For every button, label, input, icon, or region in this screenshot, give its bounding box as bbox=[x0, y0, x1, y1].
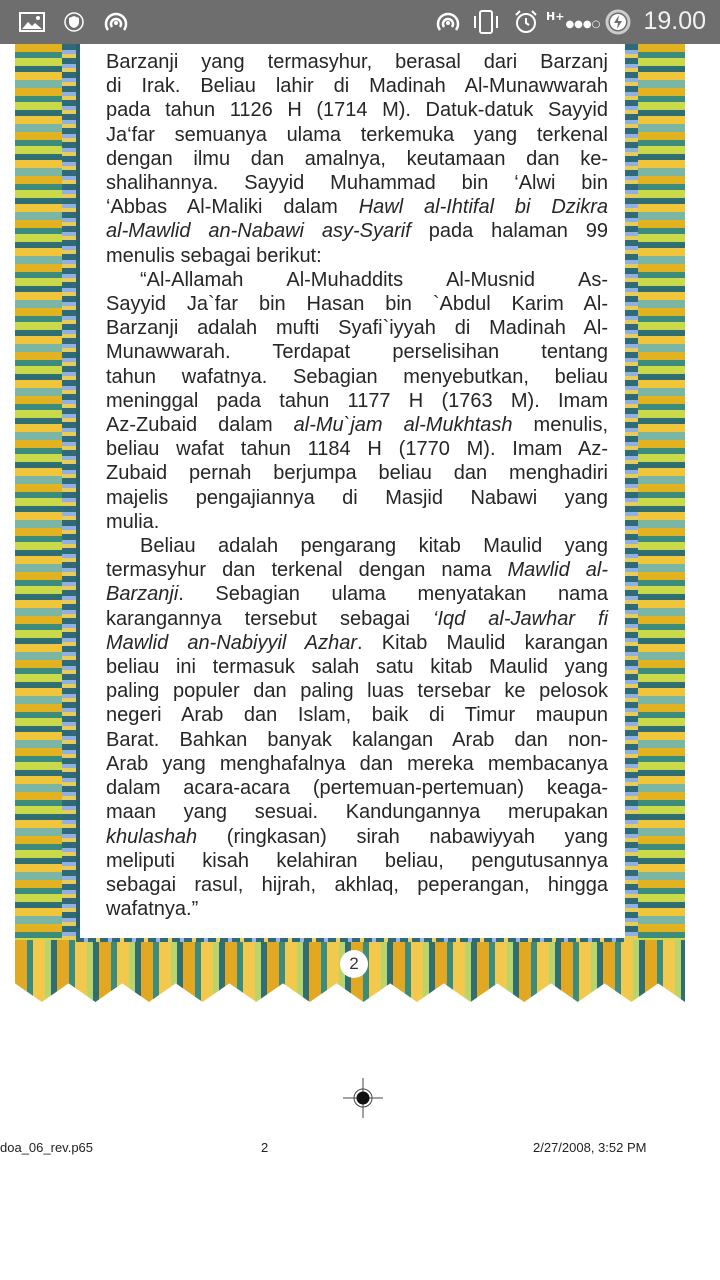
text-line bbox=[106, 510, 608, 534]
text-segment: Sayyid Ja`far bin Hasan bin `Abdul Karim Al- bbox=[106, 293, 608, 316]
text-line bbox=[106, 171, 608, 195]
text-segment: Barzanji yang termasyhur, berasal dari Barzanj bbox=[106, 51, 608, 73]
text-segment: di Irak. Beliau lahir di Madinah Al-Munawwarah bbox=[106, 75, 608, 98]
text-line bbox=[106, 340, 608, 364]
italic-title: al-Mu`jam al-Mukhtash bbox=[293, 414, 513, 437]
text-segment: tahun wafatnya. Sebagian menyebutkan, beliau bbox=[106, 365, 608, 388]
text-segment: menulis sebagai berikut: bbox=[106, 244, 322, 267]
text-segment: maan yang sesuai. Kandungannya merupakan bbox=[106, 801, 608, 824]
text-line bbox=[106, 752, 608, 776]
text-line bbox=[106, 219, 608, 243]
hotspot-icon bbox=[102, 10, 130, 34]
text-line bbox=[106, 389, 608, 413]
text-segment: Barat. Bahkan banyak kalangan Arab dan non- bbox=[106, 728, 608, 751]
text-line bbox=[106, 631, 608, 655]
text-line bbox=[106, 292, 608, 316]
text-segment: pada tahun 1126 H (1714 M). Datuk-datuk Sayyid bbox=[106, 99, 608, 122]
text-segment: paling populer dan paling luas tersebar ke pelosok bbox=[106, 680, 608, 703]
text-line bbox=[106, 558, 608, 582]
text-line bbox=[106, 461, 608, 485]
text-line bbox=[106, 413, 608, 437]
text-segment: wafatnya.” bbox=[106, 898, 199, 921]
text-line bbox=[106, 147, 608, 171]
page-number-badge: 2 bbox=[340, 950, 368, 978]
text-segment: majelis pengajiannya di Masjid Nabawi yang bbox=[106, 486, 608, 509]
italic-title: Mawlid an-Nabiyyil Azhar bbox=[106, 631, 358, 654]
text-line bbox=[106, 873, 608, 897]
status-bar bbox=[0, 0, 720, 44]
text-segment: . Sebagian ulama menyatakan nama bbox=[178, 583, 608, 606]
text-segment: mulia. bbox=[106, 510, 160, 533]
signal-icon: H+ ●●●○ bbox=[546, 10, 601, 30]
text-line bbox=[106, 195, 608, 219]
alarm-icon bbox=[512, 10, 540, 34]
battery-charging-icon bbox=[604, 10, 632, 34]
italic-title: al-Mawlid an-Nabawi asy-Syarif bbox=[106, 220, 411, 243]
text-line bbox=[106, 486, 608, 510]
text-segment: (ringkasan) sirah nabawiyyah yang bbox=[197, 825, 608, 848]
text-segment: Beliau adalah pengarang kitab Maulid yang bbox=[140, 535, 608, 558]
text-segment: karangannya tersebut sebagai bbox=[106, 607, 434, 630]
document-text bbox=[106, 50, 608, 921]
text-line bbox=[106, 365, 608, 389]
hotspot-icon bbox=[434, 10, 462, 34]
text-segment: Zubaid pernah berjumpa beliau dan menghadiri bbox=[106, 462, 608, 485]
text-segment: sebagai rasul, hijrah, akhlaq, peperangan, hingga bbox=[106, 873, 608, 896]
footer-filename: doa_06_rev.p65 bbox=[0, 1140, 94, 1155]
italic-title: Hawl al-Ihtifal bi Dzikra bbox=[358, 196, 609, 219]
text-segment: Barzanji adalah mufti Syafi`iyyah di Madinah Al- bbox=[106, 317, 608, 340]
text-line bbox=[106, 268, 608, 292]
text-line bbox=[106, 825, 608, 849]
text-segment: meninggal pada tahun 1177 H (1763 M). Imam bbox=[106, 389, 608, 412]
text-line bbox=[106, 437, 608, 461]
text-line bbox=[106, 703, 608, 727]
text-line bbox=[106, 98, 608, 122]
text-segment: negeri Arab dan Islam, baik di Timur maupun bbox=[106, 704, 608, 727]
text-line bbox=[106, 776, 608, 800]
text-segment: dengan ilmu dan amalnya, keutamaan dan ke- bbox=[106, 147, 608, 170]
text-segment: beliau ini termasuk salah satu kitab Maulid yang bbox=[106, 656, 608, 679]
registration-mark-icon bbox=[343, 1078, 383, 1118]
text-line bbox=[106, 849, 608, 873]
italic-title: ‘Iqd al-Jawhar fi bbox=[433, 607, 609, 630]
italic-title: khulashah bbox=[106, 825, 198, 848]
vibrate-icon bbox=[470, 10, 502, 34]
text-segment: dalam acara-acara (pertemuan-pertemuan) keaga- bbox=[106, 777, 608, 800]
clock: 19.00 bbox=[643, 7, 706, 35]
italic-title: Barzanji bbox=[106, 583, 179, 606]
text-line bbox=[106, 607, 608, 631]
text-segment: ‘Abbas Al-Maliki dalam bbox=[106, 196, 359, 219]
italic-title: Mawlid al- bbox=[507, 559, 608, 582]
text-segment: menulis, bbox=[512, 414, 609, 437]
text-segment: shalihannya. Sayyid Muhammad bin ‘Alwi bin bbox=[106, 172, 608, 195]
text-segment: “Al-Allamah Al-Muhaddits Al-Musnid As- bbox=[140, 268, 608, 291]
text-segment: beliau wafat tahun 1184 H (1770 M). Imam Az- bbox=[106, 438, 608, 461]
text-line bbox=[106, 534, 608, 558]
text-segment: Munawwarah. Terdapat perselisihan tentang bbox=[106, 341, 608, 364]
text-line bbox=[106, 316, 608, 340]
footer-timestamp: 2/27/2008, 3:52 PM bbox=[533, 1140, 647, 1155]
text-segment: meliputi kisah kelahiran beliau, pengutusannya bbox=[106, 849, 608, 872]
text-line bbox=[106, 728, 608, 752]
text-line bbox=[106, 74, 608, 98]
text-line bbox=[106, 679, 608, 703]
text-line bbox=[106, 50, 608, 74]
text-segment: termasyhur dan terkenal dengan nama bbox=[106, 559, 508, 582]
text-line bbox=[106, 123, 608, 147]
text-segment: Arab yang menghafalnya dan mereka membacanya bbox=[106, 752, 608, 775]
text-line bbox=[106, 655, 608, 679]
network-type: H+ bbox=[546, 10, 565, 23]
text-segment: Az-Zubaid dalam bbox=[106, 414, 294, 437]
text-line bbox=[106, 582, 608, 606]
text-line bbox=[106, 244, 608, 268]
text-segment: . Kitab Maulid karangan bbox=[357, 631, 608, 654]
text-line bbox=[106, 800, 608, 824]
image-notification-icon bbox=[18, 10, 46, 34]
text-segment: Ja‘far semuanya ulama terkemuka yang terkenal bbox=[106, 123, 608, 146]
text-line bbox=[106, 897, 608, 921]
vpn-shield-icon bbox=[62, 10, 86, 34]
footer-page: 2 bbox=[261, 1140, 269, 1155]
text-segment: pada halaman 99 bbox=[410, 220, 608, 243]
